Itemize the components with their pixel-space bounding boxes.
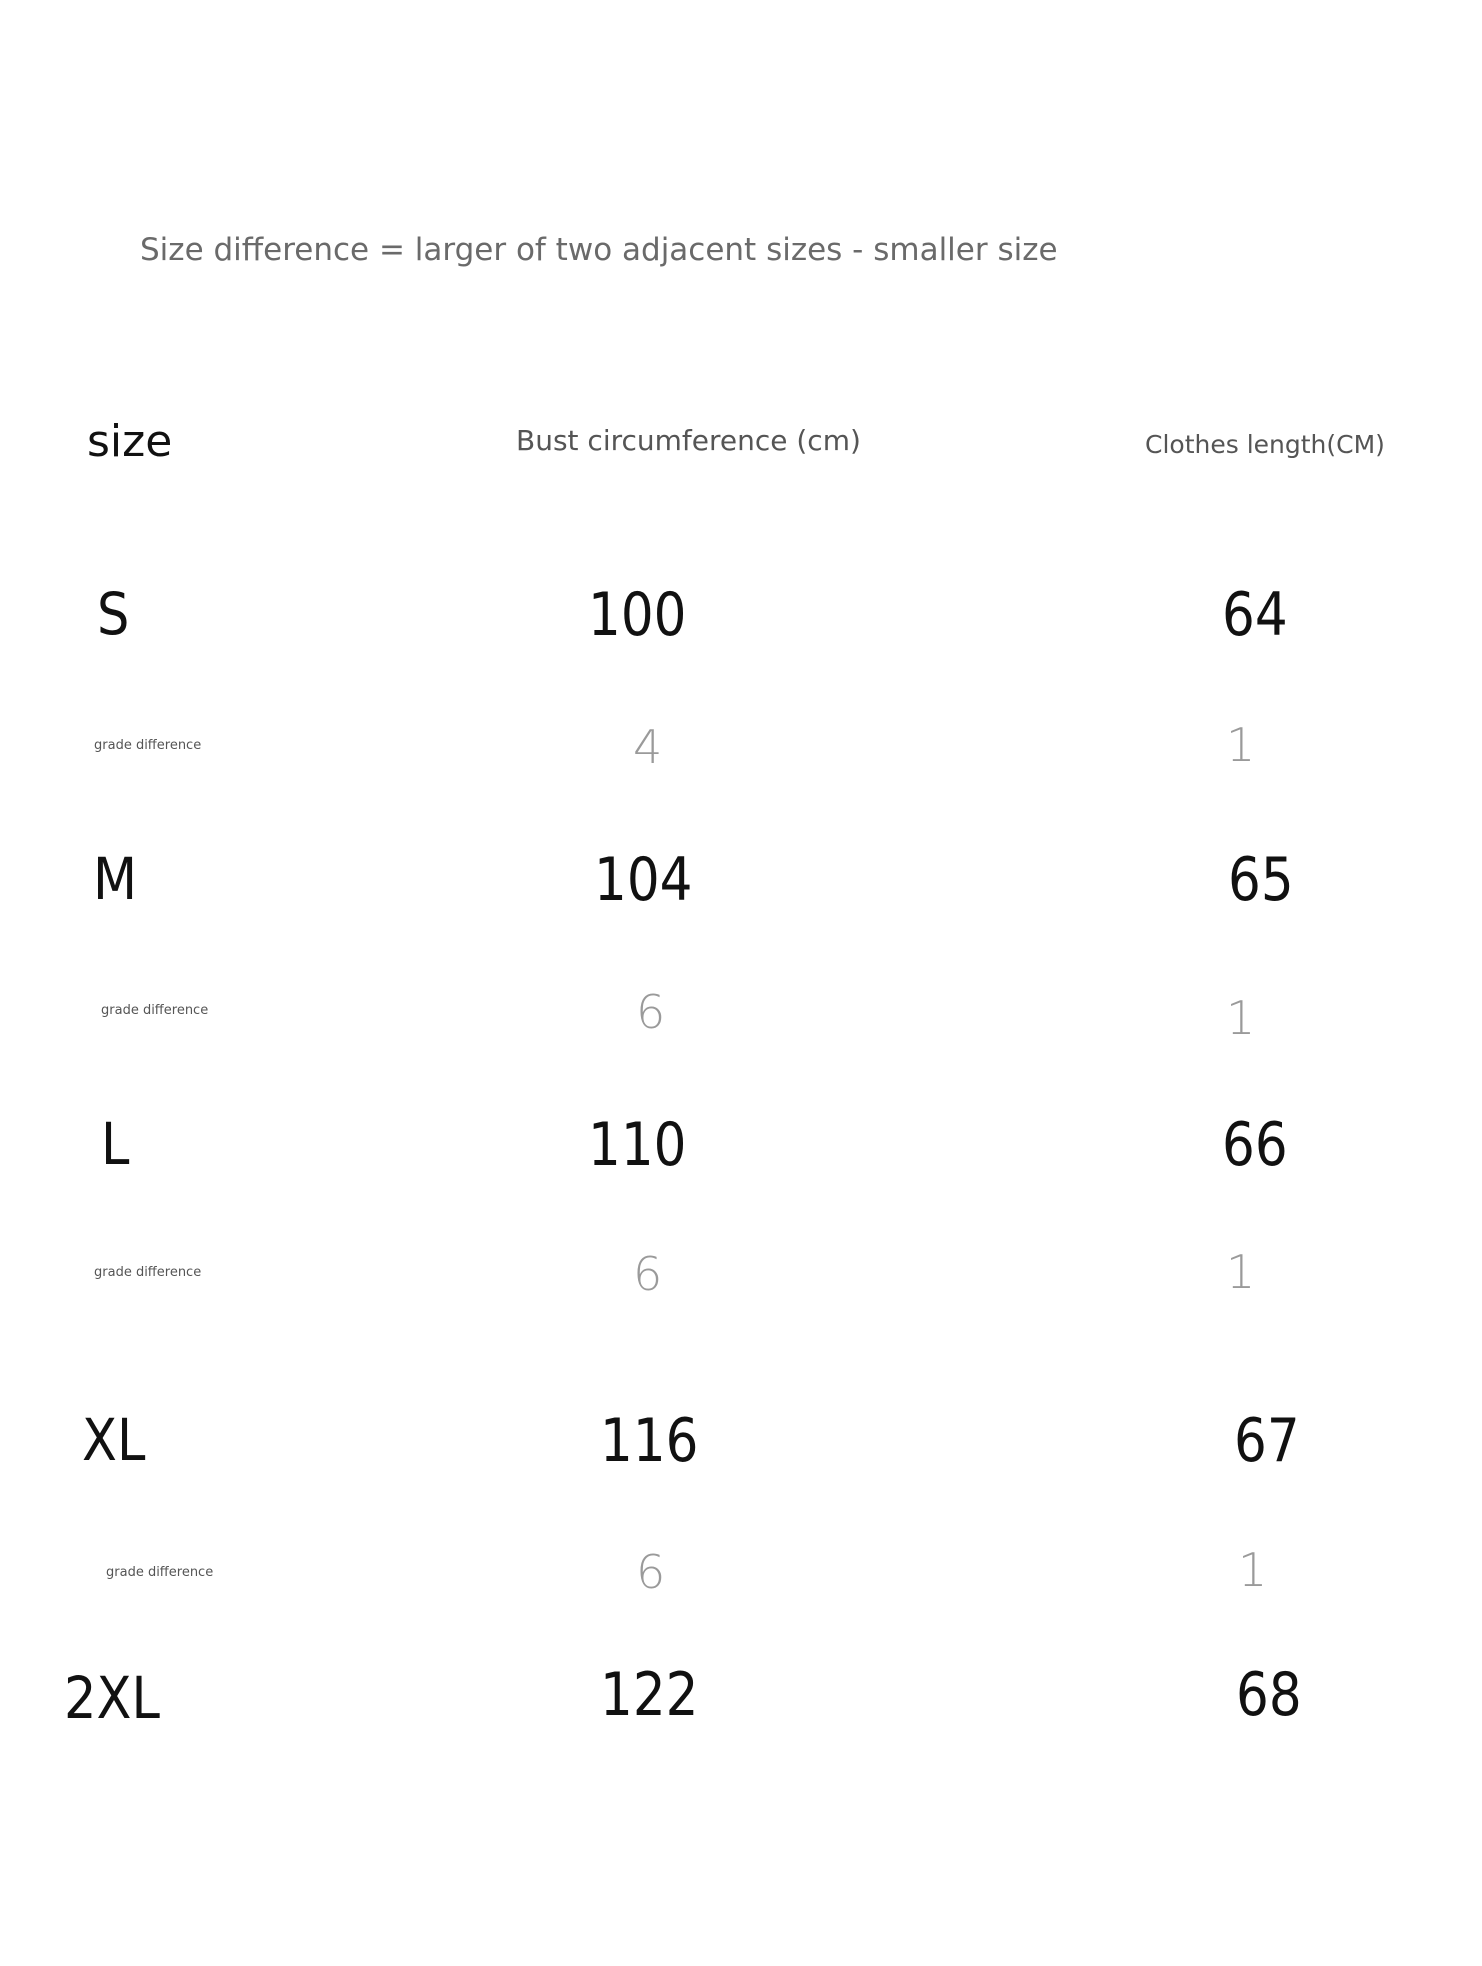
bust-value: 110 [588, 1110, 687, 1180]
grade-difference-label: grade difference [101, 1003, 209, 1018]
length-value: 66 [1222, 1110, 1288, 1180]
size-label: L [101, 1110, 130, 1178]
bust-value: 100 [588, 580, 687, 650]
grade-length-value: 1 [1226, 991, 1256, 1045]
grade-bust-value: 6 [636, 1545, 666, 1599]
length-value: 67 [1234, 1406, 1300, 1476]
grade-length-value: 1 [1226, 718, 1256, 772]
header-bust-circumference: Bust circumference (cm) [516, 424, 861, 457]
size-label: S [97, 580, 130, 648]
length-value: 65 [1228, 845, 1294, 915]
size-difference-note: Size difference = larger of two adjacent sizes - smaller size [140, 232, 1058, 268]
grade-difference-label: grade difference [94, 738, 202, 753]
bust-value: 116 [600, 1406, 699, 1476]
grade-length-value: 1 [1238, 1543, 1268, 1597]
grade-length-value: 1 [1226, 1245, 1256, 1299]
grade-difference-label: grade difference [106, 1565, 214, 1580]
size-label: 2XL [64, 1664, 160, 1732]
header-clothes-length: Clothes length(CM) [1145, 430, 1385, 459]
bust-value: 122 [600, 1660, 699, 1730]
size-label: XL [82, 1406, 146, 1474]
header-size: size [87, 416, 173, 467]
bust-value: 104 [594, 845, 693, 915]
grade-bust-value: 6 [636, 985, 666, 1039]
size-label: M [93, 845, 138, 913]
length-value: 64 [1222, 580, 1288, 650]
grade-bust-value: 4 [633, 720, 663, 774]
grade-bust-value: 6 [633, 1247, 663, 1301]
length-value: 68 [1236, 1660, 1302, 1730]
grade-difference-label: grade difference [94, 1265, 202, 1280]
